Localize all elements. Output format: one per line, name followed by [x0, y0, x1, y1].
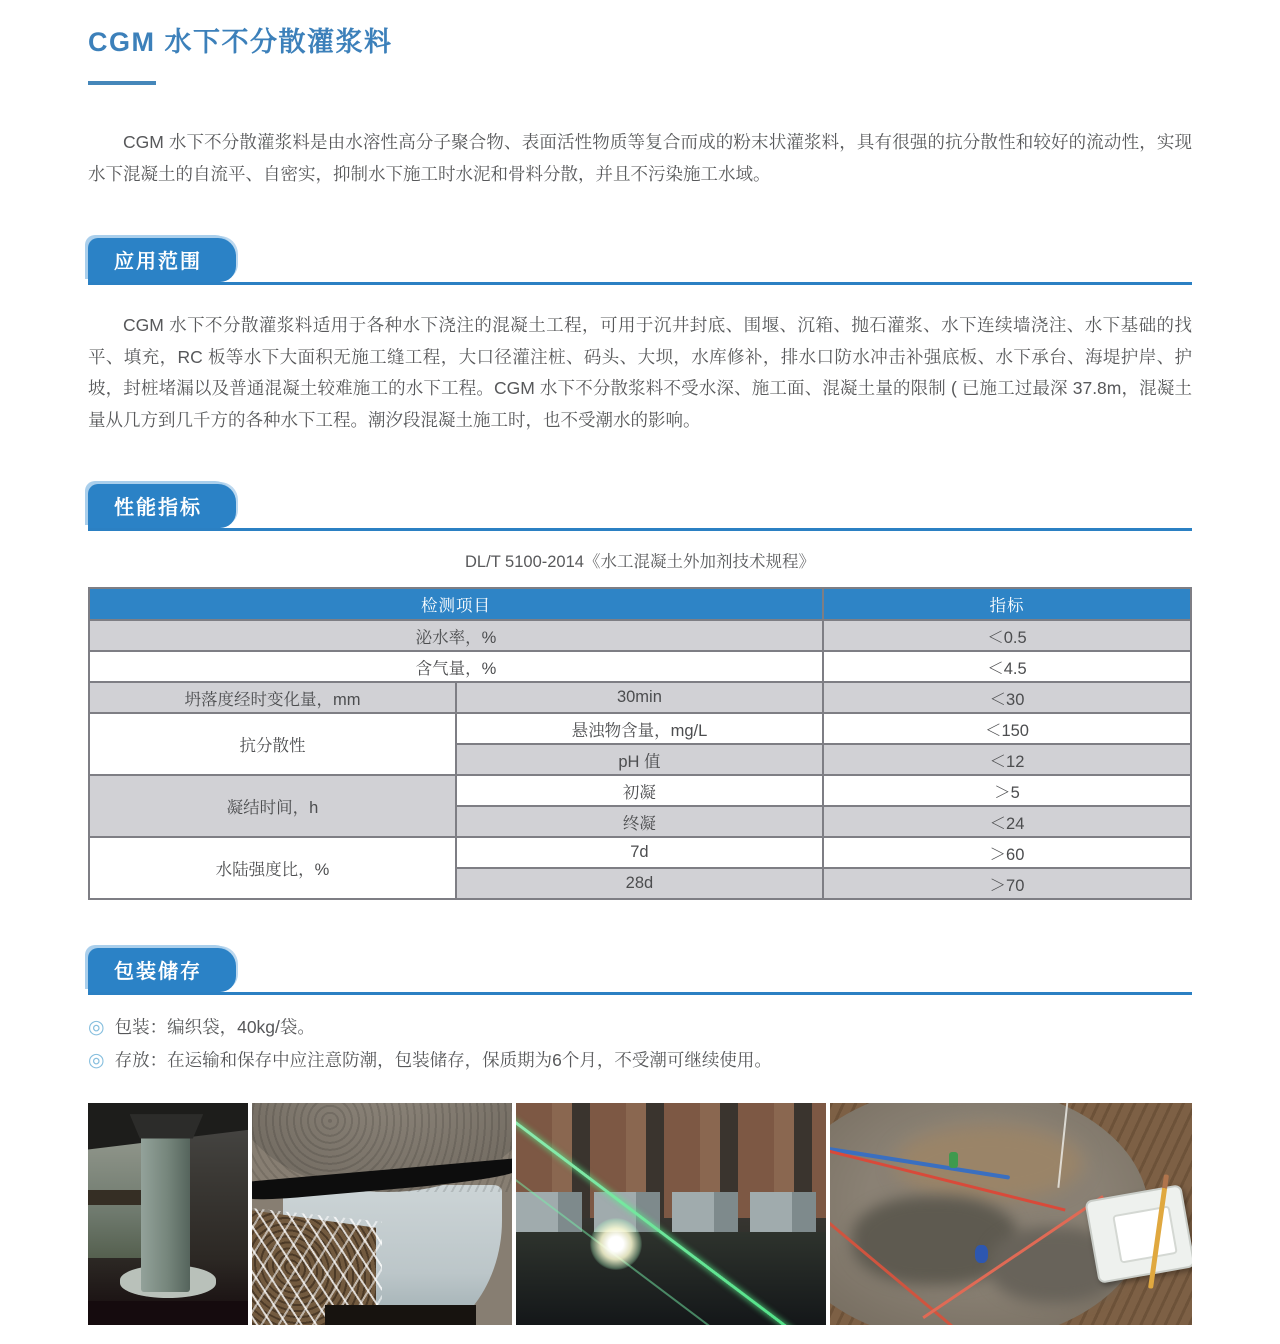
- table-cell-value: ＜0.5: [823, 620, 1191, 651]
- table-cell-sub: 初凝: [456, 775, 823, 806]
- page-title: CGM 水下不分散灌浆料: [88, 27, 393, 57]
- standard-reference: DL/T 5100-2014《水工混凝土外加剂技术规程》: [465, 553, 815, 571]
- list-item: [88, 1011, 1192, 1044]
- table-row: [89, 620, 1191, 651]
- list-item: [88, 1044, 1192, 1077]
- photo-underwater-pipe: [88, 1103, 248, 1325]
- section-header-packaging: [88, 948, 1192, 995]
- table-row: [89, 775, 1191, 806]
- table-cell-item: 泌水率，%: [89, 620, 823, 651]
- application-paragraph: CGM 水下不分散灌浆料适用于各种水下浇注的混凝土工程，可用于沉井封底、围堰、沉箱、抛石灌浆、水下连续墙浇注、水下基础的找平、填充，RC 板等水下大面积无施工缝工程，大口径灌注桩、码头、大坝，水库修补，排水口防水冲击补强底板、水下承台、海堤护岸、护坡，封桩堵漏以及普通混凝土较难施工的水下工程。CGM 水下不分散浆料不受水深、施工面、混凝土量的限制 ( 已施工过最深 37.8m，混凝土量从几方到几千方的各种水下工程。潮汐段混凝土施工时，也不受潮水的影响。: [88, 315, 1192, 430]
- photo-excavation-pit: [830, 1103, 1192, 1325]
- performance-table: [88, 587, 1192, 900]
- table-row: [89, 837, 1191, 868]
- table-cell-value: ＜150: [823, 713, 1191, 744]
- table-cell-sub: 悬浊物含量，mg/L: [456, 713, 823, 744]
- table-header-item: 检测项目: [89, 588, 823, 620]
- table-cell-item: 坍落度经时变化量，mm: [89, 682, 456, 713]
- photo-concrete-pile: [252, 1103, 512, 1325]
- photo1-pipe: [141, 1132, 191, 1292]
- photo2-shadow: [325, 1305, 476, 1325]
- table-cell-value: ＜12: [823, 744, 1191, 775]
- section-tab-performance: 性能指标: [88, 484, 236, 528]
- photo4-green-object: [949, 1152, 958, 1168]
- ring-bullet-icon: ◎: [88, 1050, 105, 1071]
- photo1-bottom: [88, 1301, 248, 1325]
- table-cell-sub: 终凝: [456, 806, 823, 837]
- table-header-row: [89, 588, 1191, 620]
- table-cell-item: 凝结时间，h: [89, 775, 456, 837]
- table-header-index: 指标: [823, 588, 1191, 620]
- table-cell-item: 水陆强度比，%: [89, 837, 456, 899]
- table-row: [89, 682, 1191, 713]
- packaging-list: [88, 1011, 1192, 1077]
- table-cell-sub: pH 值: [456, 744, 823, 775]
- table-cell-sub: 28d: [456, 868, 823, 899]
- table-cell-value: ＜24: [823, 806, 1191, 837]
- photo4-blue-object: [975, 1245, 988, 1263]
- photo-strip: [88, 1103, 1192, 1325]
- table-cell-value: ＞60: [823, 837, 1191, 868]
- table-cell-value: ＜30: [823, 682, 1191, 713]
- intro-paragraph: CGM 水下不分散灌浆料是由水溶性高分子聚合物、表面活性物质等复合而成的粉末状灌浆料，具有很强的抗分散性和较好的流动性，实现水下混凝土的自流平、自密实，抑制水下施工时水泥和骨料分散，并且不污染施工水域。: [88, 132, 1192, 184]
- section-tab-packaging: 包装储存: [88, 948, 236, 992]
- table-row: [89, 651, 1191, 682]
- section-header-application: [88, 238, 1192, 285]
- list-item-text: 包装：编织袋，40kg/袋。: [114, 1017, 315, 1037]
- table-cell-item: 抗分散性: [89, 713, 456, 775]
- section-header-performance: [88, 484, 1192, 531]
- photo1-cap: [130, 1114, 204, 1138]
- title-underline: [88, 81, 156, 85]
- list-item-text: 存放：在运输和保存中应注意防潮，包装储存，保质期为6个月，不受潮可继续使用。: [114, 1050, 772, 1070]
- table-cell-sub: 30min: [456, 682, 823, 713]
- table-row: [89, 713, 1191, 744]
- table-cell-value: ＜4.5: [823, 651, 1191, 682]
- table-cell-sub: 7d: [456, 837, 823, 868]
- table-cell-value: ＞70: [823, 868, 1191, 899]
- photo3-water: [516, 1232, 826, 1325]
- table-cell-value: ＞5: [823, 775, 1191, 806]
- table-cell-item: 含气量，%: [89, 651, 823, 682]
- photo4-tray-inner: [1112, 1205, 1178, 1263]
- photo-bridge-piers-night: [516, 1103, 826, 1325]
- ring-bullet-icon: ◎: [88, 1017, 105, 1038]
- photo3-steel-casings: [516, 1192, 826, 1234]
- section-tab-application: 应用范围: [88, 238, 236, 282]
